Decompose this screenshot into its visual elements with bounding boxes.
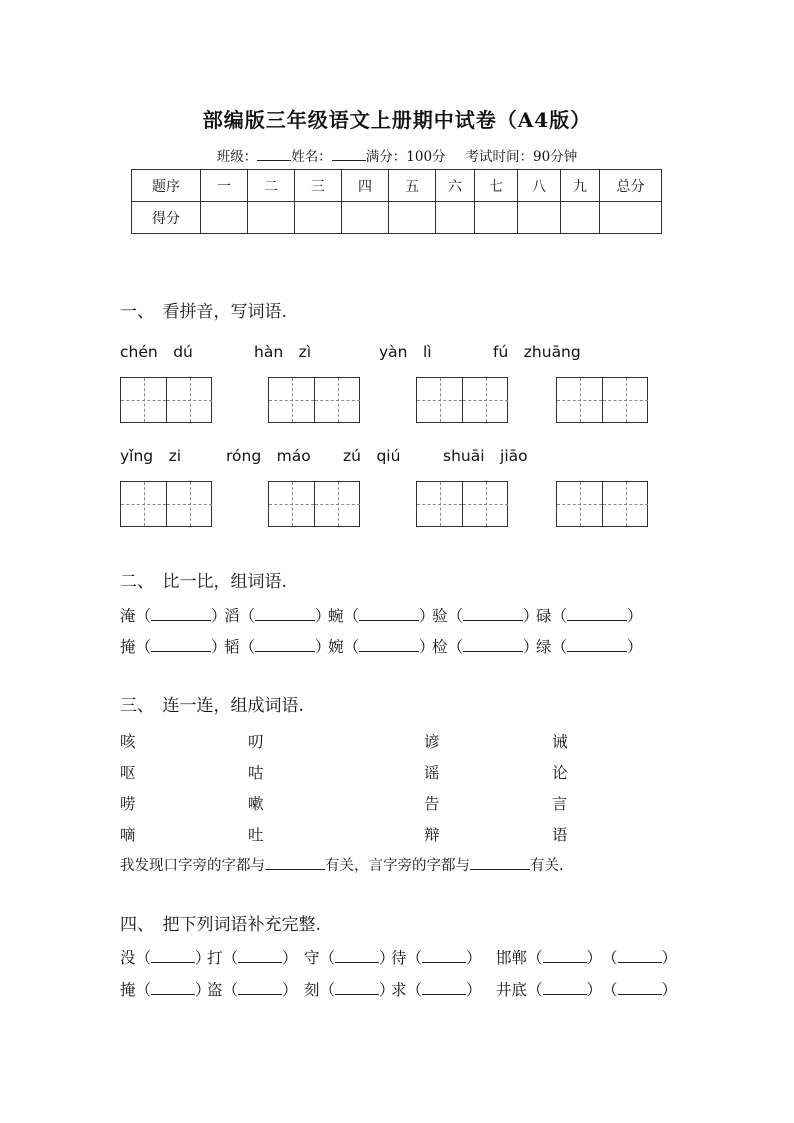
fill-sentence: 我发现口字旁的字都与 有关，言字旁的字都与 有关. <box>120 854 564 875</box>
compare-item: 淹（ ） <box>120 607 227 625</box>
compare-item: 绿（ ） <box>536 638 643 656</box>
writing-grid[interactable] <box>416 377 508 423</box>
score-input-cell <box>475 202 518 234</box>
score-cell: 三 <box>295 170 342 202</box>
score-table-score-row <box>132 202 662 234</box>
compare-item: 检（ ） <box>432 638 539 656</box>
score-input-cell <box>518 202 561 234</box>
idiom-item: 盗（ ） <box>207 981 298 999</box>
match-char[interactable]: 咳 <box>120 733 136 751</box>
idiom-item: 守（ ） <box>304 949 395 967</box>
section2-heading: 二、 比一比，组词语. <box>120 572 287 592</box>
score-cell: 一 <box>201 170 248 202</box>
full-score: 满分：100分 <box>365 149 446 165</box>
match-char[interactable]: 言 <box>552 795 568 813</box>
score-input-cell <box>389 202 436 234</box>
score-table-header-row <box>132 170 662 202</box>
compare-item: 蜿（ ） <box>328 607 435 625</box>
exam-time: 考试时间：90分钟 <box>465 149 578 165</box>
compare-item: 婉（ ） <box>328 638 435 656</box>
match-char[interactable]: 谣 <box>424 764 440 782</box>
writing-grid[interactable] <box>268 481 360 527</box>
score-input-cell <box>561 202 600 234</box>
match-char[interactable]: 咕 <box>248 764 264 782</box>
writing-grid[interactable] <box>556 377 648 423</box>
idiom-item: 没（ ） <box>120 949 211 967</box>
pinyin: hàn zì <box>254 343 312 361</box>
pinyin: fú zhuāng <box>493 343 581 361</box>
score-cell: 七 <box>475 170 518 202</box>
match-char[interactable]: 辩 <box>424 826 440 844</box>
class-label: 班级： <box>216 149 258 165</box>
compare-item: 碌（ ） <box>536 607 643 625</box>
compare-item: 验（ ） <box>432 607 539 625</box>
score-cell: 二 <box>248 170 295 202</box>
section1-heading: 一、 看拼音，写词语. <box>120 302 287 322</box>
match-char[interactable]: 诫 <box>552 733 568 751</box>
match-char[interactable]: 嗽 <box>248 795 264 813</box>
idiom-item: 求（ ） <box>391 981 482 999</box>
pinyin: zú qiú <box>343 447 401 465</box>
idiom-item: 待（ ） <box>391 949 482 967</box>
match-char[interactable]: 吐 <box>248 826 264 844</box>
score-input-cell <box>600 202 662 234</box>
match-char[interactable]: 叨 <box>248 733 264 751</box>
writing-grid[interactable] <box>120 377 212 423</box>
compare-item: 滔（ ） <box>224 607 331 625</box>
pinyin: shuāi jiāo <box>443 447 528 465</box>
score-cell: 四 <box>342 170 389 202</box>
score-cell: 总分 <box>600 170 662 202</box>
score-input-cell <box>342 202 389 234</box>
compare-item: 韬（ ） <box>224 638 331 656</box>
class-blank <box>257 148 291 161</box>
score-cell: 六 <box>436 170 475 202</box>
match-char[interactable]: 嘀 <box>120 826 136 844</box>
name-label: 姓名： <box>291 149 332 165</box>
compare-item: 掩（ ） <box>120 638 227 656</box>
score-table <box>131 169 662 234</box>
score-cell: 五 <box>389 170 436 202</box>
writing-grid[interactable] <box>416 481 508 527</box>
writing-grid[interactable] <box>120 481 212 527</box>
pinyin: chén dú <box>120 343 193 361</box>
pinyin: yǐng zi <box>120 447 182 465</box>
section3-heading: 三、 连一连，组成词语. <box>120 696 304 716</box>
idiom-item: 刻（ ） <box>304 981 395 999</box>
score-input-cell <box>248 202 295 234</box>
match-char[interactable]: 告 <box>424 795 440 813</box>
pinyin: róng máo <box>226 447 311 465</box>
match-char[interactable]: 谚 <box>424 733 440 751</box>
match-char[interactable]: 呕 <box>120 764 136 782</box>
match-char[interactable]: 论 <box>552 764 568 782</box>
exam-title: 部编版三年级语文上册期中试卷（A4版） <box>202 108 592 132</box>
score-cell: 八 <box>518 170 561 202</box>
name-blank <box>332 148 366 161</box>
idiom-item: 掩（ ） <box>120 981 211 999</box>
score-input-cell <box>295 202 342 234</box>
section4-heading: 四、 把下列词语补充完整. <box>120 915 321 935</box>
idiom-item: 打（ ） <box>207 949 298 967</box>
score-cell: 九 <box>561 170 600 202</box>
idiom-item: 邯郸（ ） （ ） <box>496 949 678 967</box>
score-cell: 题序 <box>132 170 201 202</box>
writing-grid[interactable] <box>556 481 648 527</box>
pinyin: yàn lì <box>379 343 432 361</box>
score-input-cell <box>436 202 475 234</box>
score-input-cell <box>201 202 248 234</box>
match-char[interactable]: 唠 <box>120 795 136 813</box>
idiom-item: 井底（ ） （ ） <box>496 981 678 999</box>
writing-grid[interactable] <box>268 377 360 423</box>
exam-info-line <box>0 145 794 165</box>
match-char[interactable]: 语 <box>552 826 568 844</box>
score-cell: 得分 <box>132 202 201 234</box>
